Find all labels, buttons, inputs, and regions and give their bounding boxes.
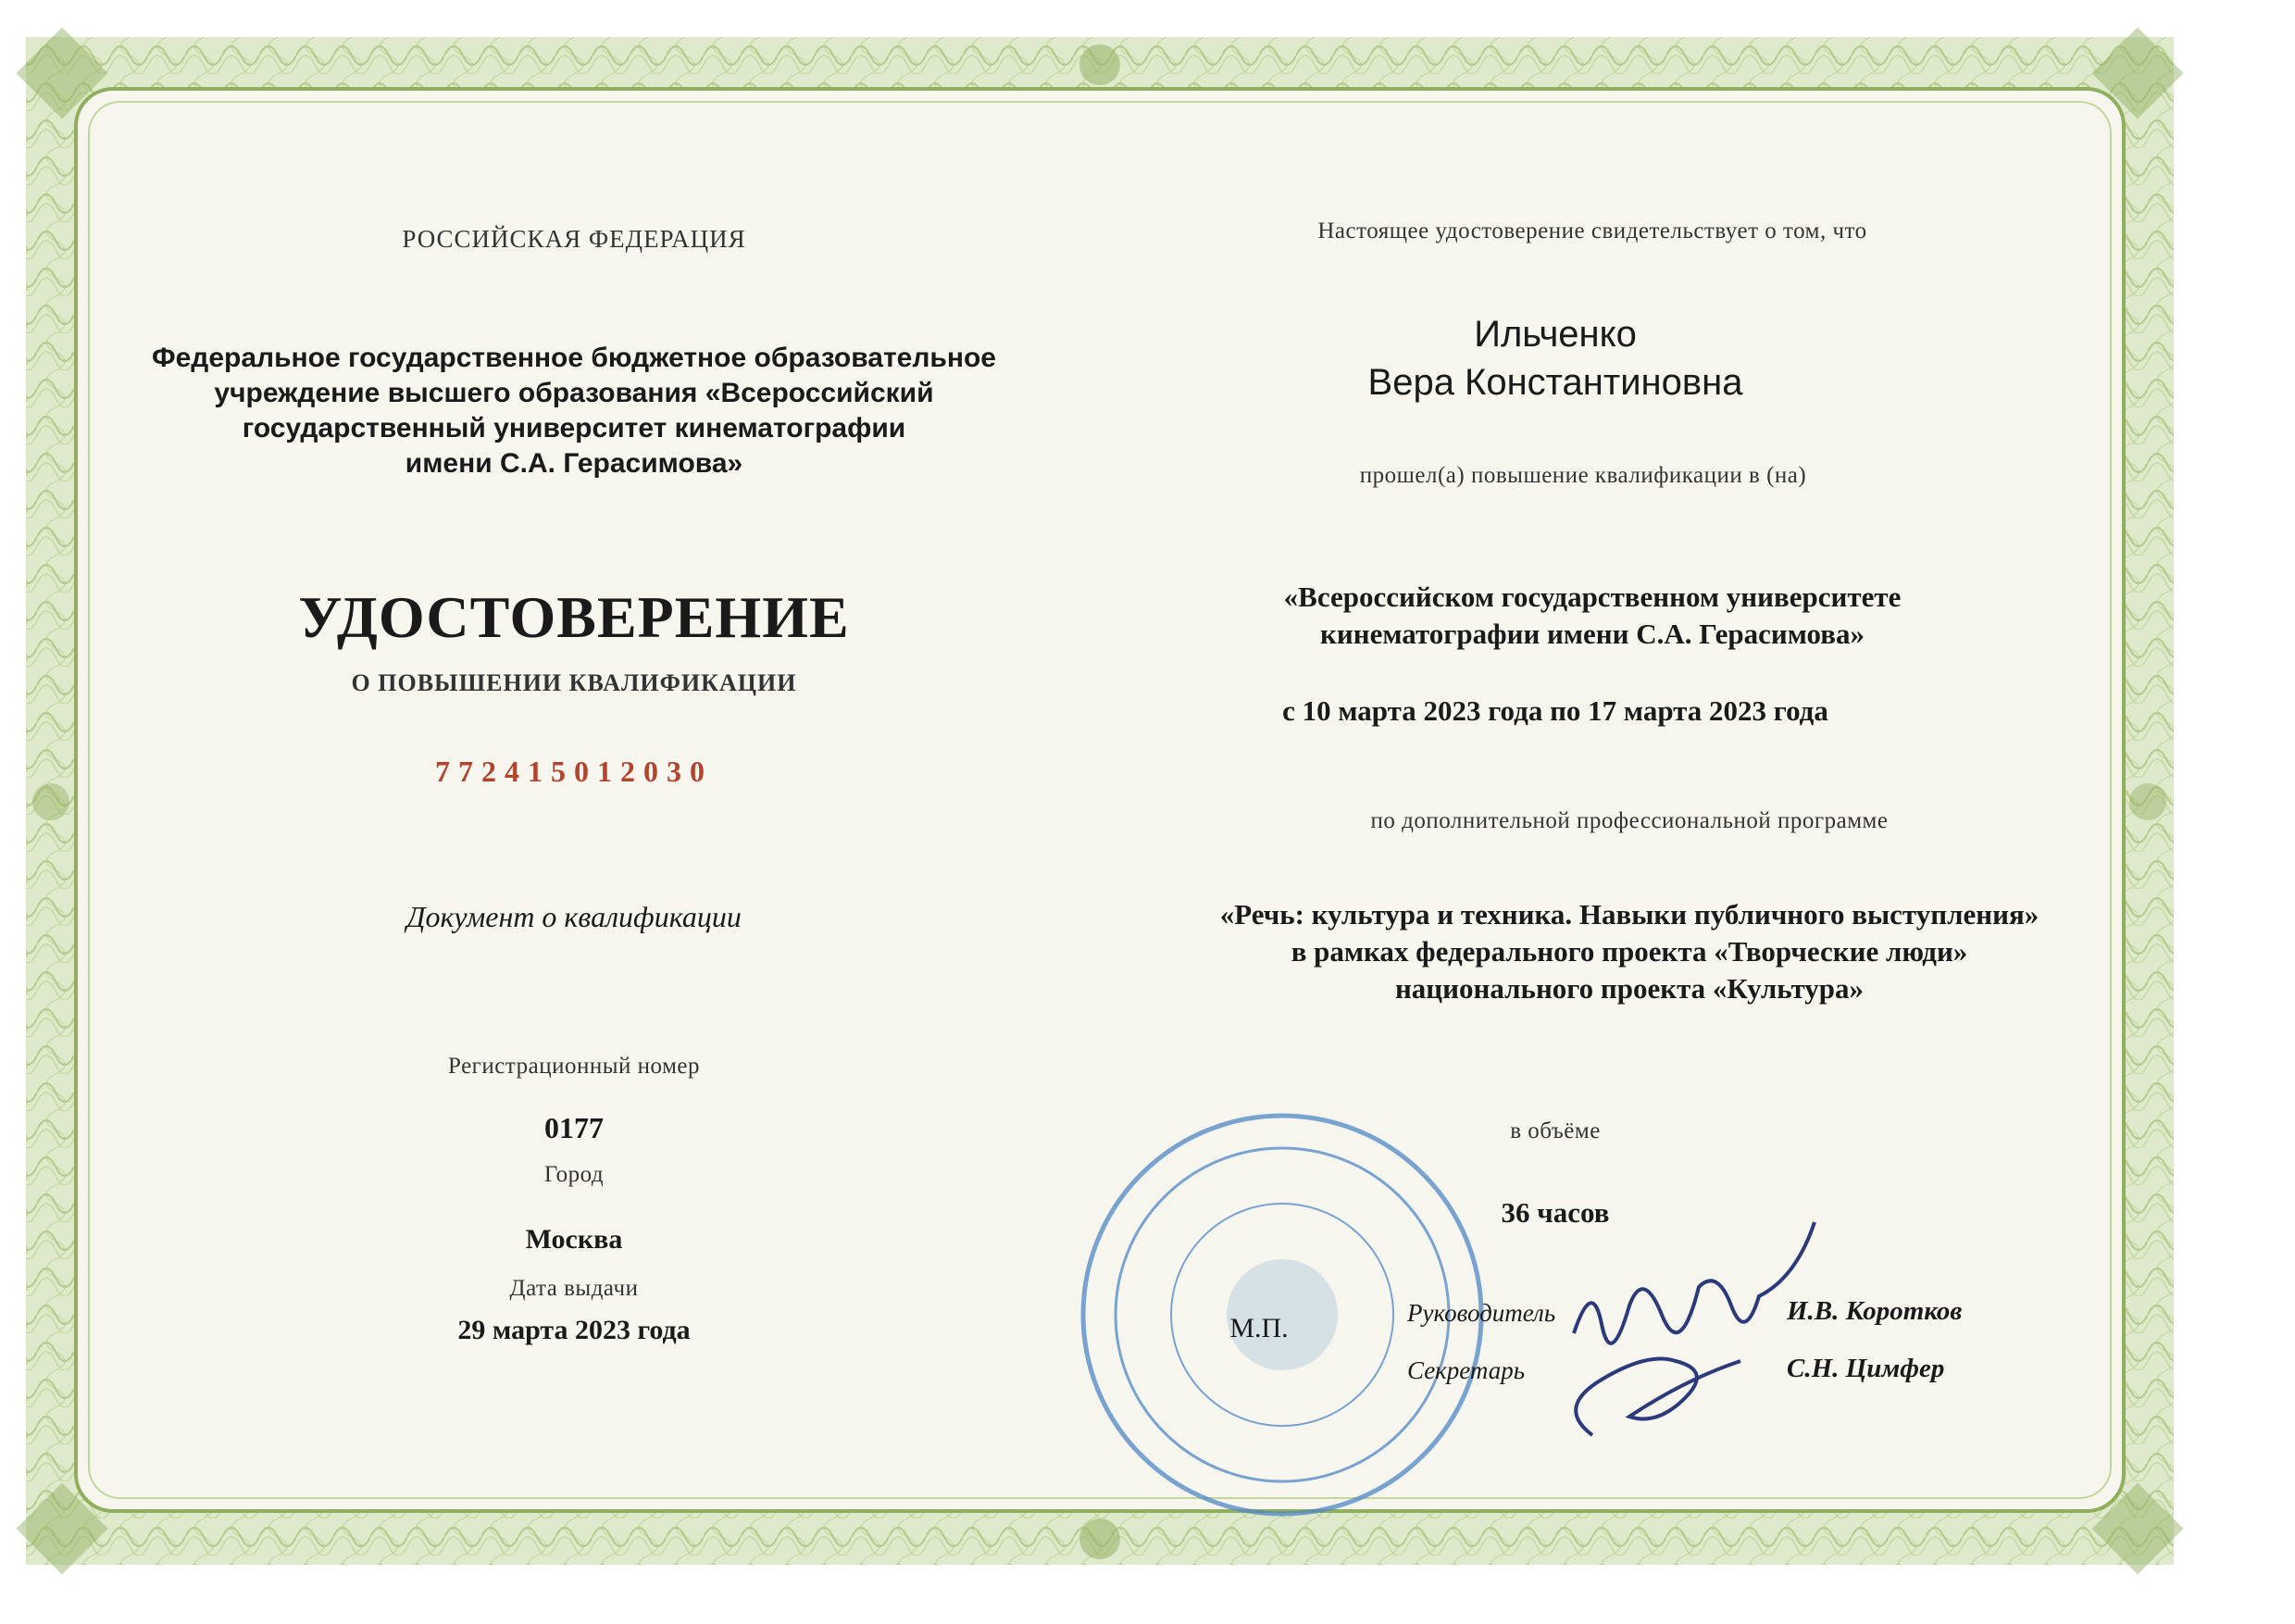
holder-surname: Ильченко (1474, 314, 1637, 355)
holder-name (1092, 310, 2018, 406)
secretary-label: Секретарь (1407, 1356, 1526, 1384)
training-period: с 10 марта 2023 года по 17 марта 2023 года (1282, 694, 1828, 727)
volume-hours: 36 часов (1501, 1196, 1610, 1229)
institution-line: учреждение высшего образования «Всероссийский (214, 378, 934, 408)
country-name: РОССИЙСКАЯ ФЕДЕРАЦИЯ (402, 225, 746, 253)
institution-line: имени С.А. Герасимова» (405, 448, 743, 479)
program-name (1074, 896, 2185, 1007)
issue-date-label: Дата выдачи (509, 1276, 639, 1301)
program-line: «Речь: культура и техника. Навыки публичного выступления» (1219, 898, 2039, 931)
institution-name (74, 341, 1074, 481)
doc-type-label: Документ о квалификации (406, 900, 742, 933)
intro-text: Настоящее удостоверение свидетельствует о том, что (1317, 219, 1867, 244)
holder-given-name: Вера Константиновна (1367, 362, 1743, 403)
issue-date: 29 марта 2023 года (457, 1315, 691, 1345)
volume-label: в объёме (1510, 1118, 1601, 1143)
reg-number: 0177 (544, 1111, 604, 1144)
organization-line: кинематографии имени С.А. Герасимова» (1320, 618, 1865, 650)
document-subtitle: О ПОВЫШЕНИИ КВАЛИФИКАЦИИ (351, 669, 797, 696)
head-name: И.В. Коротков (1787, 1296, 1963, 1326)
institution-line: государственный университет кинематографии (242, 413, 906, 443)
organization-line: «Всероссийском государственном университете (1283, 581, 1902, 613)
organization-name (1092, 579, 2092, 653)
city: Москва (525, 1224, 623, 1255)
serial-number: 772415012030 (435, 755, 713, 788)
city-label: Город (543, 1162, 605, 1187)
institution-line: Федеральное государственное бюджетное образовательное (152, 343, 996, 373)
program-line: национального проекта «Культура» (1394, 972, 1865, 1005)
head-label: Руководитель (1407, 1299, 1556, 1327)
program-label: по дополнительной профессиональной программе (1370, 808, 1889, 833)
passed-text: прошел(а) повышение квалификации в (на) (1359, 463, 1807, 488)
document-title: УДОСТОВЕРЕНИЕ (298, 584, 850, 650)
reg-number-label: Регистрационный номер (448, 1054, 700, 1079)
secretary-name: С.Н. Цимфер (1787, 1354, 1945, 1383)
program-line: в рамках федерального проекта «Творческие люди» (1291, 935, 1968, 968)
stamp-place-label: М.П. (1229, 1313, 1289, 1343)
